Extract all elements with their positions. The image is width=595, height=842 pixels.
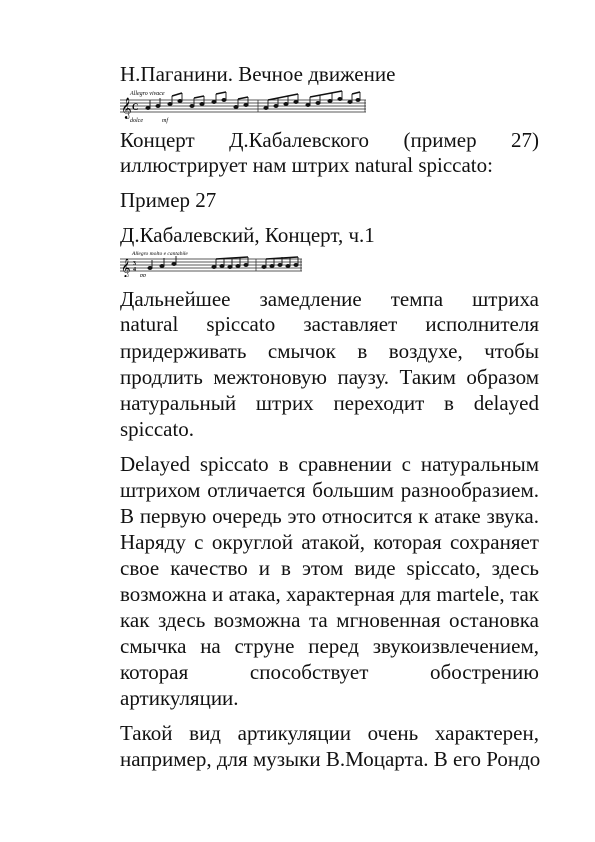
note-head <box>172 263 176 266</box>
note-head <box>264 107 268 110</box>
music-excerpt-paganini <box>118 88 368 124</box>
para2-line3: придерживать смычок в воздухе, чтобы <box>120 339 539 363</box>
note-head <box>284 103 288 106</box>
treble-clef-icon-2: 𝄞 <box>121 260 131 277</box>
para2-line1: Дальнейшее замедление темпа штриха <box>120 287 539 311</box>
music-excerpt-kabalevsky <box>118 249 304 277</box>
dynamic-mf: mf <box>162 118 168 124</box>
example-label: Пример 27 <box>120 188 217 212</box>
para4-line2: например, для музыки В.Моцарта. В его Рондо <box>120 747 541 771</box>
note-beam <box>194 96 204 98</box>
note-beam <box>216 92 226 94</box>
tempo-marking-2: Allegro molto e cantabile <box>132 251 188 257</box>
tempo-marking: Allegro vivace <box>130 91 165 97</box>
heading-kabalevsky: Д.Кабалевский, Концерт, ч.1 <box>120 223 375 247</box>
para2-line5: натуральный штрих переходит в delayed <box>120 391 539 415</box>
note-head <box>178 100 182 103</box>
note-head <box>262 266 266 269</box>
note-head <box>270 265 274 268</box>
note-head <box>286 265 290 268</box>
note-head <box>160 265 164 268</box>
note-head <box>212 101 216 104</box>
treble-clef-icon: 𝄞 <box>121 98 132 118</box>
note-head <box>236 265 240 268</box>
note-head <box>356 99 360 102</box>
note-head <box>244 104 248 107</box>
para1-line2: иллюстрирует нам штрих natural spiccato: <box>120 153 493 177</box>
para3-line10: артикуляции. <box>120 686 239 710</box>
para2-line2: natural spiccato заставляет исполнителя <box>120 312 539 336</box>
para2-line6: spiccato. <box>120 417 195 441</box>
note-head <box>274 105 278 108</box>
note-head <box>190 105 194 108</box>
para3-line5: свое качество и в этом виде spiccato, здесь <box>120 556 539 580</box>
para1-line1: Концерт Д.Кабалевского (пример 27) <box>120 128 539 152</box>
para3-line7: как здесь возможна та мгновенная остановка <box>120 608 539 632</box>
note-beam <box>268 94 298 100</box>
note-head <box>146 107 150 110</box>
note-head <box>234 106 238 109</box>
svg-text:C: C <box>132 102 139 112</box>
para3-line4: Наряду с округлой атакой, которая сохраняет <box>120 530 539 554</box>
note-head <box>316 102 320 105</box>
note-head <box>294 264 298 267</box>
note-head <box>228 266 232 269</box>
note-head <box>338 98 342 101</box>
note-head <box>220 265 224 268</box>
note-beam <box>172 93 182 96</box>
dynamic-pp: pp <box>140 273 146 277</box>
para4-line1: Такой вид артикуляции очень характерен, <box>120 721 539 745</box>
para3-line9: которая способствует обострению <box>120 660 539 684</box>
note-head <box>222 99 226 102</box>
note-head <box>328 100 332 103</box>
note-head <box>148 267 152 270</box>
note-head <box>278 264 282 267</box>
note-head <box>212 266 216 269</box>
note-head <box>348 101 352 104</box>
para3-line6: возможна и атака, характерная для martele, так <box>120 582 539 606</box>
note-head <box>244 264 248 267</box>
para3-line2: штрихом отличается большим разнообразием. <box>120 478 539 502</box>
svg-text:3: 3 <box>133 261 136 267</box>
note-beam <box>352 92 360 94</box>
note-head <box>306 104 310 107</box>
para3-line8: смычка на струне перед звукоизвлечением, <box>120 634 539 658</box>
para3-line3: В первую очередь это относится к атаке звука. <box>120 504 539 528</box>
heading-paganini: Н.Паганини. Вечное движение <box>120 62 396 86</box>
svg-text:4: 4 <box>133 267 136 273</box>
note-head <box>294 101 298 104</box>
para2-line4: продлить межтоновую паузу. Таким образом <box>120 365 539 389</box>
dynamic-dolce: dolce <box>130 118 143 124</box>
note-head <box>200 103 204 106</box>
para3-line1: Delayed spiccato в сравнении с натуральным <box>120 452 539 476</box>
note-beam <box>310 91 342 97</box>
note-beam <box>238 97 248 99</box>
note-head <box>156 105 160 108</box>
note-head <box>168 103 172 106</box>
